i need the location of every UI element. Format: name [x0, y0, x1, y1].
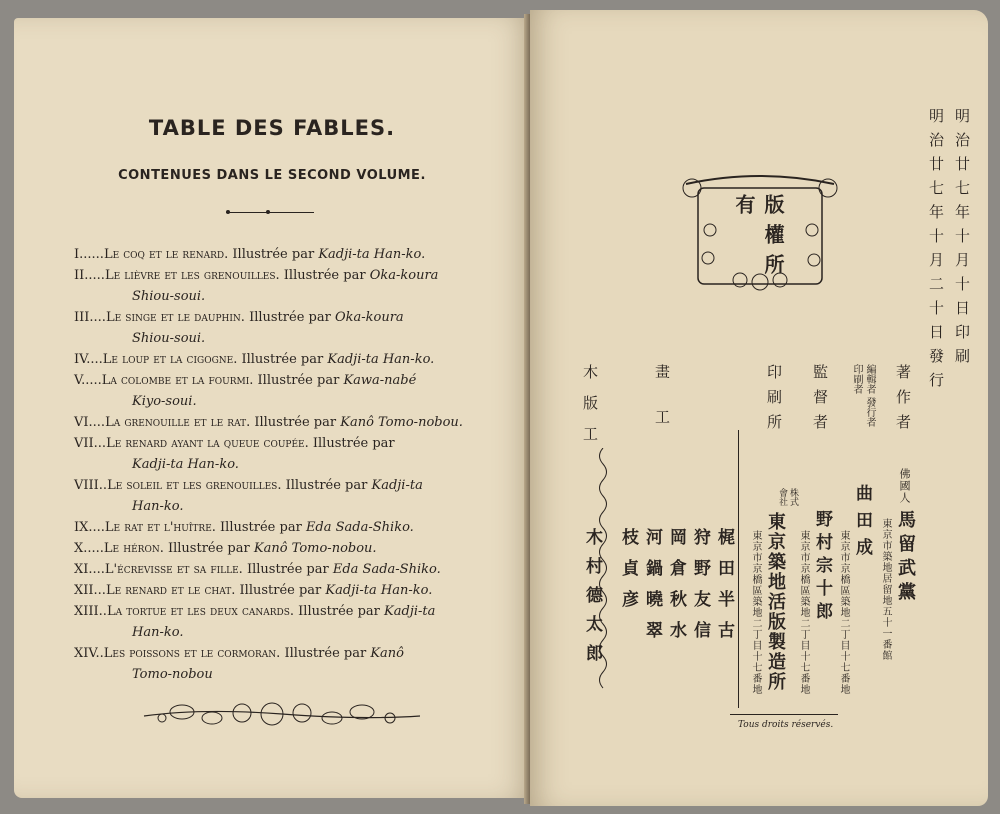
illustrator: Eda Sada-Shiko. [305, 520, 414, 535]
toc-entry [74, 559, 504, 580]
entry-text [106, 433, 504, 454]
fable-title: Le renard ayant la queue coupée. [106, 436, 309, 451]
author-nationality: 佛國人 [898, 468, 911, 504]
fable-title: Les poissons et le cormoran. [103, 646, 281, 661]
toc-entry [74, 349, 504, 370]
illustrator: Kanô Tomo-nobou. [253, 541, 377, 556]
toc-entry [74, 412, 504, 433]
toc-entry-continuation: Shiou-soui. [132, 289, 206, 304]
printer-name: 東京築地活版製造所 [765, 512, 786, 692]
supervisor-name: 野村宗十郎 [812, 510, 832, 625]
fable-title: La grenouille et le rat. [105, 415, 251, 430]
fable-title: Le rat et l'huître. [104, 520, 216, 535]
page-subtitle: CONTENUES DANS LE SECOND VOLUME. [118, 168, 426, 183]
toc-entry [74, 580, 504, 601]
entry-text [105, 265, 504, 286]
illustrator: Oka-koura [369, 268, 439, 283]
woodcut-name: 木村德太郎 [582, 528, 602, 673]
toc-entry [74, 475, 504, 496]
entry-number: XIII.. [74, 604, 107, 619]
fable-title: Le coq et le renard. [103, 247, 229, 262]
fable-title: La tortue et les deux canards. [106, 604, 295, 619]
entry-number: IV.... [74, 352, 103, 367]
painter-label: 畫工 [653, 364, 671, 454]
column-divider [738, 430, 739, 708]
entry-number: VIII.. [74, 478, 108, 493]
emblem-text [730, 194, 788, 284]
toc-entry-continuation: Tomo-nobou [132, 667, 213, 682]
author-name: 馬留武黨 [895, 510, 916, 606]
illustrator: Kawa-nabé [343, 373, 417, 388]
editor-label: 編輯者 發行者 印刷者 [851, 364, 875, 428]
left-page [14, 18, 530, 798]
author-address: 東京市築地居留地五十一番館 [880, 518, 891, 661]
emblem-label: 版權所有 [732, 194, 785, 284]
toc-entry-continuation: Han-ko. [132, 625, 184, 640]
toc-entry-continuation: Kadji-ta Han-ko. [132, 457, 239, 472]
floral-ornament-icon [142, 694, 422, 736]
toc-entry [74, 307, 504, 328]
toc-entry-continuation: Shiou-soui. [132, 331, 206, 346]
illustrator: Oka-koura [334, 310, 404, 325]
illustrated-by: Illustrée par [257, 373, 340, 388]
entry-text [107, 601, 504, 622]
illustrated-by: Illustrée par [312, 436, 395, 451]
woodcut-label: 木版工 [581, 364, 599, 457]
editor-address: 東京市京橋區築地二丁目十七番地 [838, 530, 849, 695]
fable-title: L'écrevisse et sa fille. [104, 562, 243, 577]
entry-text [102, 370, 504, 391]
page-title: TABLE DES FABLES. [148, 116, 396, 140]
painter-name: 梶田半古 [714, 528, 734, 652]
toc-entry [74, 601, 504, 622]
entry-text [104, 538, 504, 559]
illustrator: Kadji-ta [384, 604, 436, 619]
entry-number: XI.... [74, 562, 105, 577]
printer-address: 東京市京橋區築地二丁目十七番地 [750, 530, 761, 695]
entry-text [103, 349, 504, 370]
editor-name: 曲田成 [852, 484, 872, 565]
entry-number: VII... [74, 436, 107, 451]
toc-entry [74, 433, 504, 454]
supervisor-address: 東京市京橋區築地二丁目十七番地 [798, 530, 809, 695]
painter-name: 狩野友信 [690, 528, 710, 652]
author-label: 著作者 [894, 364, 912, 439]
illustrated-by: Illustrée par [285, 478, 368, 493]
illustrated-by: Illustrée par [283, 268, 366, 283]
table-of-contents [74, 244, 504, 685]
fable-title: Le singe et le dauphin. [105, 310, 245, 325]
footer-rule [730, 714, 838, 715]
toc-entry [74, 265, 504, 286]
entry-number: III.... [74, 310, 106, 325]
printer-label: 印刷所 [765, 364, 783, 439]
entry-number: V..... [74, 373, 102, 388]
entry-text [105, 412, 504, 433]
toc-entry [74, 244, 504, 265]
fable-title: Le lièvre et les grenouilles. [104, 268, 280, 283]
entry-text [106, 307, 504, 328]
entry-number: XIV.. [74, 646, 104, 661]
illustrated-by: Illustrée par [232, 247, 315, 262]
illustrated-by: Illustrée par [254, 415, 337, 430]
publish-date: 明治廿七年十月二十日發行 [927, 108, 945, 396]
painter-name: 河鍋曉翠 [642, 528, 662, 652]
entry-number: II..... [74, 268, 105, 283]
illustrator: Kanô [370, 646, 404, 661]
illustrated-by: Illustrée par [298, 604, 380, 619]
supervisor-label: 監督者 [811, 364, 829, 439]
illustrated-by: Illustrée par [246, 562, 329, 577]
toc-entry [74, 643, 504, 664]
toc-entry [74, 517, 504, 538]
fable-title: La colombe et la fourmi. [101, 373, 254, 388]
painter-name: 岡倉秋水 [666, 528, 686, 652]
entry-number: VI.... [74, 415, 106, 430]
print-date: 明治廿七年十月十日印刷 [953, 108, 971, 372]
illustrated-by: Illustrée par [239, 583, 322, 598]
entry-text [105, 559, 504, 580]
illustrator: Kadji-ta Han-ko. [318, 247, 426, 262]
illustrator: Kanô Tomo-nobou. [340, 415, 463, 430]
illustrated-by: Illustrée par [167, 541, 250, 556]
illustrated-by: Illustrée par [284, 646, 367, 661]
entry-number: X..... [74, 541, 104, 556]
entry-text [105, 517, 504, 538]
toc-entry-continuation: Han-ko. [132, 499, 184, 514]
entry-text [104, 643, 504, 664]
toc-entry [74, 538, 504, 559]
toc-entry-continuation: Kiyo-soui. [132, 394, 197, 409]
entry-number: XII... [74, 583, 106, 598]
illustrated-by: Illustrée par [241, 352, 324, 367]
illustrator: Eda Sada-Shiko. [332, 562, 441, 577]
entry-number: I...... [74, 247, 104, 262]
entry-number: IX.... [74, 520, 105, 535]
illustrator: Kadji-ta Han-ko. [325, 583, 433, 598]
illustrator: Kadji-ta Han-ko. [327, 352, 435, 367]
entry-text [107, 475, 504, 496]
rights-notice: Tous droits réservés. [738, 720, 834, 730]
toc-entry [74, 370, 504, 391]
title-divider [226, 212, 314, 213]
illustrated-by: Illustrée par [220, 520, 302, 535]
fable-title: Le soleil et les grenouilles. [107, 478, 282, 493]
painter-name: 枝貞彦 [618, 528, 638, 621]
entry-text [106, 580, 504, 601]
illustrator: Kadji-ta [371, 478, 423, 493]
entry-text [104, 244, 504, 265]
illustrated-by: Illustrée par [249, 310, 331, 325]
fable-title: Le renard et le chat. [105, 583, 236, 598]
fable-title: Le loup et la cigogne. [102, 352, 238, 367]
fable-title: Le héron. [103, 541, 164, 556]
printer-company-type: 株式會社 [777, 488, 798, 506]
